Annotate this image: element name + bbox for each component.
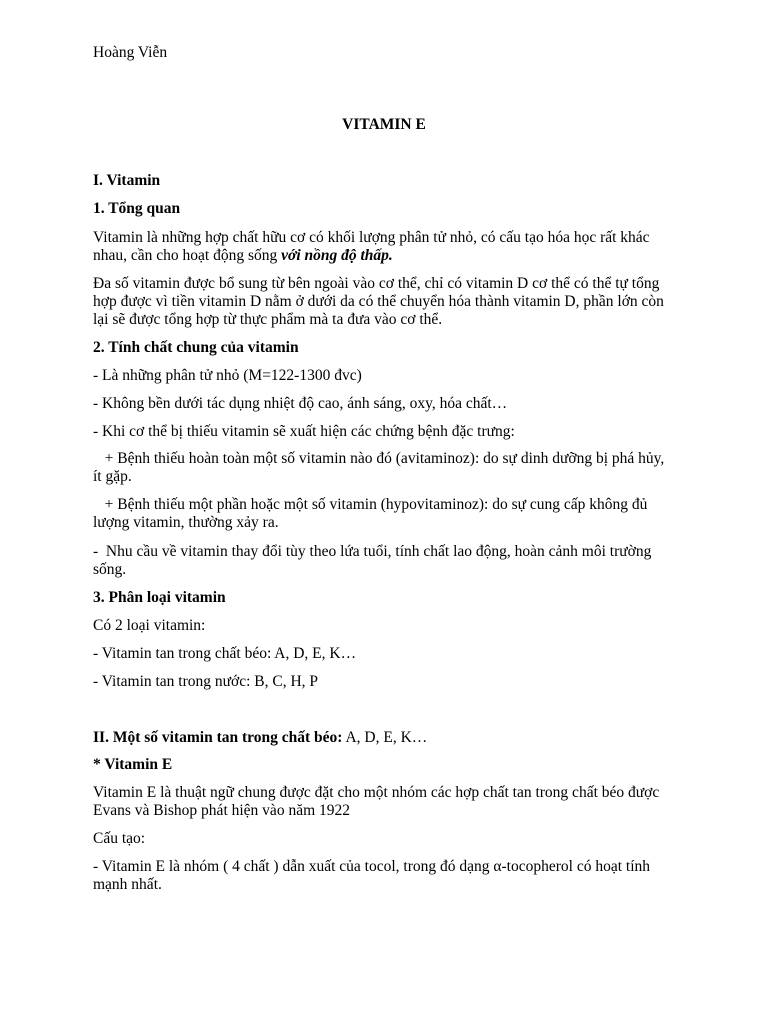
paragraph-overview-2: Đa số vitamin được bổ sung từ bên ngoài vào cơ thể, chỉ có vitamin D cơ thể có thể tự tổng hợp được vì tiền vitamin D nằm ở dưới da có thể chuyển hóa thành vitamin D, phần lớn còn lại sẽ được tổng hợp từ thực phẩm mà ta đưa vào cơ thể. — [93, 275, 664, 328]
paragraph-overview-1-text: Vitamin là những hợp chất hữu cơ có khối lượng phân tử nhỏ, có cấu tạo hóa học rất khác nhau, cần cho hoạt động sống — [93, 229, 650, 264]
paragraph-vitamin-e-2: - Vitamin E là nhóm ( 4 chất ) dẫn xuất của tocol, trong đó dạng α-tocopherol có hoạt tính mạnh nhất. — [93, 858, 651, 893]
subheading-properties: 2. Tính chất chung của vitamin — [93, 339, 299, 356]
list-item: + Bệnh thiếu một phần hoặc một số vitamin (hypovitaminoz): do sự cung cấp không đủ lượng vitamin, thường xảy ra. — [93, 496, 652, 531]
subheading-vitamin-e: * Vitamin E — [93, 756, 173, 773]
section-heading-fat-soluble — [93, 729, 427, 747]
list-item: - Vitamin tan trong chất béo: A, D, E, K… — [93, 645, 357, 662]
paragraph-overview-1 — [93, 229, 673, 265]
section-heading-vitamin: I. Vitamin — [93, 172, 161, 189]
list-item: - Khi cơ thể bị thiếu vitamin sẽ xuất hiện các chứng bệnh đặc trưng: — [93, 423, 515, 440]
section-heading-fat-soluble-rest: A, D, E, K… — [342, 729, 428, 746]
paragraph-vitamin-e-1: Vitamin E là thuật ngữ chung được đặt cho một nhóm các hợp chất tan trong chất béo được Evans và Bishop phát hiện vào năm 1922 — [93, 784, 660, 819]
structure-label: Cấu tạo: — [93, 830, 146, 847]
list-item: - Vitamin tan trong nước: B, C, H, P — [93, 673, 319, 690]
section-heading-fat-soluble-bold: II. Một số vitamin tan trong chất béo: — [93, 729, 343, 746]
author-name: Hoàng Viễn — [93, 44, 168, 61]
list-item: - Nhu cầu về vitamin thay đổi tùy theo lứa tuổi, tính chất lao động, hoàn cảnh môi trường sống. — [93, 543, 656, 578]
list-item: - Không bền dưới tác dụng nhiệt độ cao, ánh sáng, oxy, hóa chất… — [93, 395, 508, 412]
paragraph-overview-1-emphasis: với nồng độ thấp. — [281, 247, 393, 264]
subheading-overview: 1. Tổng quan — [93, 200, 181, 217]
list-item: - Là những phân tử nhỏ (M=122-1300 đvc) — [93, 367, 362, 384]
list-item: + Bệnh thiếu hoàn toàn một số vitamin nào đó (avitaminoz): do sự dinh dưỡng bị phá hủy, ít gặp. — [93, 450, 669, 485]
document-title: VITAMIN E — [342, 116, 426, 133]
subheading-classification: 3. Phân loại vitamin — [93, 589, 226, 606]
list-item: Có 2 loại vitamin: — [93, 617, 206, 634]
